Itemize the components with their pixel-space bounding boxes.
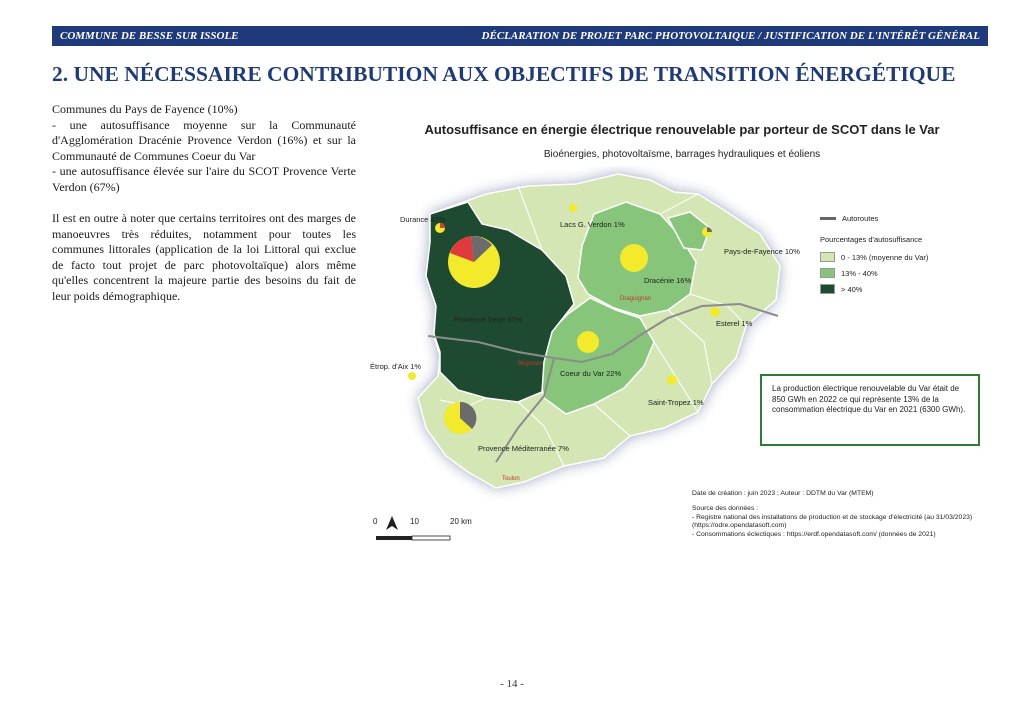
- pie-durance: [435, 223, 445, 233]
- credits-source-2: - Consommations éclectiques : https://erdf.opendatasoft.com/ (données de 2021): [692, 530, 936, 538]
- label-provence-verte: Provence Verte 67%: [454, 315, 523, 324]
- header-bar: [52, 26, 988, 46]
- legend-class-mid: 13% - 40%: [841, 268, 878, 278]
- scale-zero: 0: [373, 517, 378, 526]
- label-lacs-verdon: Lacs G. Verdon 1%: [560, 220, 625, 229]
- label-etrop-aix: Étrop. d'Aix 1%: [370, 362, 422, 371]
- map-credits: [692, 490, 992, 539]
- credits-source-title: Source des données :: [692, 505, 759, 513]
- label-saint-tropez: Saint-Tropez 1%: [648, 398, 704, 407]
- pie-dracenie: [620, 244, 648, 272]
- pie-esterel: [710, 307, 720, 317]
- credits-date: Date de création : juin 2023 ; Auteur : DDTM du Var (MTEM): [692, 490, 874, 497]
- legend-class-low: 0 - 13% (moyenne du Var): [841, 252, 929, 262]
- body-line-3: - une autosuffisance élevée sur l'aire du SCOT Provence Verte Verdon (67%): [52, 164, 356, 194]
- pie-pays-de-fayence: [702, 227, 712, 237]
- label-dracenie: Dracénie 16%: [644, 276, 692, 285]
- pie-etrop-aix: [408, 372, 416, 380]
- scale-end: 20 km: [450, 517, 472, 526]
- body-paragraph-2: Il est en outre à noter que certains territoires ont des marges de manoeuvres très réduites, notamment pour toutes les communes littorales (application de la loi Littoral qui exclue de facto tout projet de parc photovoltaïque) alors même qu'elles concentrent la majeure partie des besoins du fait de leur poids démographique.: [52, 211, 356, 303]
- pie-coeur-du-var: [577, 331, 599, 353]
- info-box: La production électrique renouvelable du Var était de 850 GWh en 2022 ce qui représente 13% de la consommation électrique du Var en 2021 (6300 GWh).: [760, 374, 980, 446]
- legend-roads: Autoroutes: [842, 214, 879, 223]
- pie-provence-verte: [448, 236, 500, 288]
- legend-title: Pourcentages d'autosuffisance: [820, 235, 923, 244]
- header-left: COMMUNE DE BESSE SUR ISSOLE: [60, 30, 239, 42]
- city-toulon: Toulon: [502, 476, 520, 482]
- label-provence-mediterranee: Provence Méditerranée 7%: [478, 444, 569, 453]
- credits-source-1: - Registre national des installations de production et de stockage d'électricité (au 31/03/2023) (https://odre.opendatasoft.com): [692, 513, 973, 530]
- figure-title: Autosuffisance en énergie électrique renouvelable par porteur de SCOT dans le Var: [424, 122, 940, 137]
- map-figure: [368, 106, 996, 550]
- label-esterel: Esterel 1%: [716, 319, 753, 328]
- pie-lacs-verdon: [569, 204, 577, 212]
- city-brignoles: Brignoles: [518, 361, 544, 367]
- scale-mid: 10: [410, 517, 419, 526]
- legend-swatch-mid: [820, 268, 835, 278]
- city-draguignan: Draguignan: [620, 296, 652, 302]
- motorway-legend-swatch: [820, 217, 836, 220]
- pie-saint-tropez: [667, 375, 677, 385]
- north-arrow-icon: [386, 516, 398, 530]
- page-number: - 14 -: [500, 678, 524, 690]
- header-right: DÉCLARATION DE PROJET PARC PHOTOVOLTAIQUE / JUSTIFICATION DE L'INTÉRÊT GÉNÉRAL: [481, 30, 980, 42]
- figure-subtitle: Bioénergies, photovoltaïsme, barrages hydrauliques et éoliens: [543, 149, 821, 160]
- page-title: 2. UNE NÉCESSAIRE CONTRIBUTION AUX OBJECTIFS DE TRANSITION ÉNERGÉTIQUE: [52, 62, 956, 86]
- label-durance: Durance 47%: [400, 215, 446, 224]
- legend-class-high: > 40%: [841, 284, 863, 294]
- body-text: [52, 102, 356, 304]
- label-pays-de-fayence: Pays-de-Fayence 10%: [724, 247, 800, 256]
- legend-swatch-high: [820, 284, 835, 294]
- legend-swatch-low: [820, 252, 835, 262]
- body-line-2: - une autosuffisance moyenne sur la Communauté d'Agglomération Dracénie Provence Verdon (16%) et sur la Communauté de Communes Coeur du Var: [52, 117, 356, 163]
- body-line-1: Communes du Pays de Fayence (10%): [52, 102, 238, 116]
- map-legend: [820, 214, 928, 300]
- label-coeur-du-var: Coeur du Var 22%: [560, 369, 622, 378]
